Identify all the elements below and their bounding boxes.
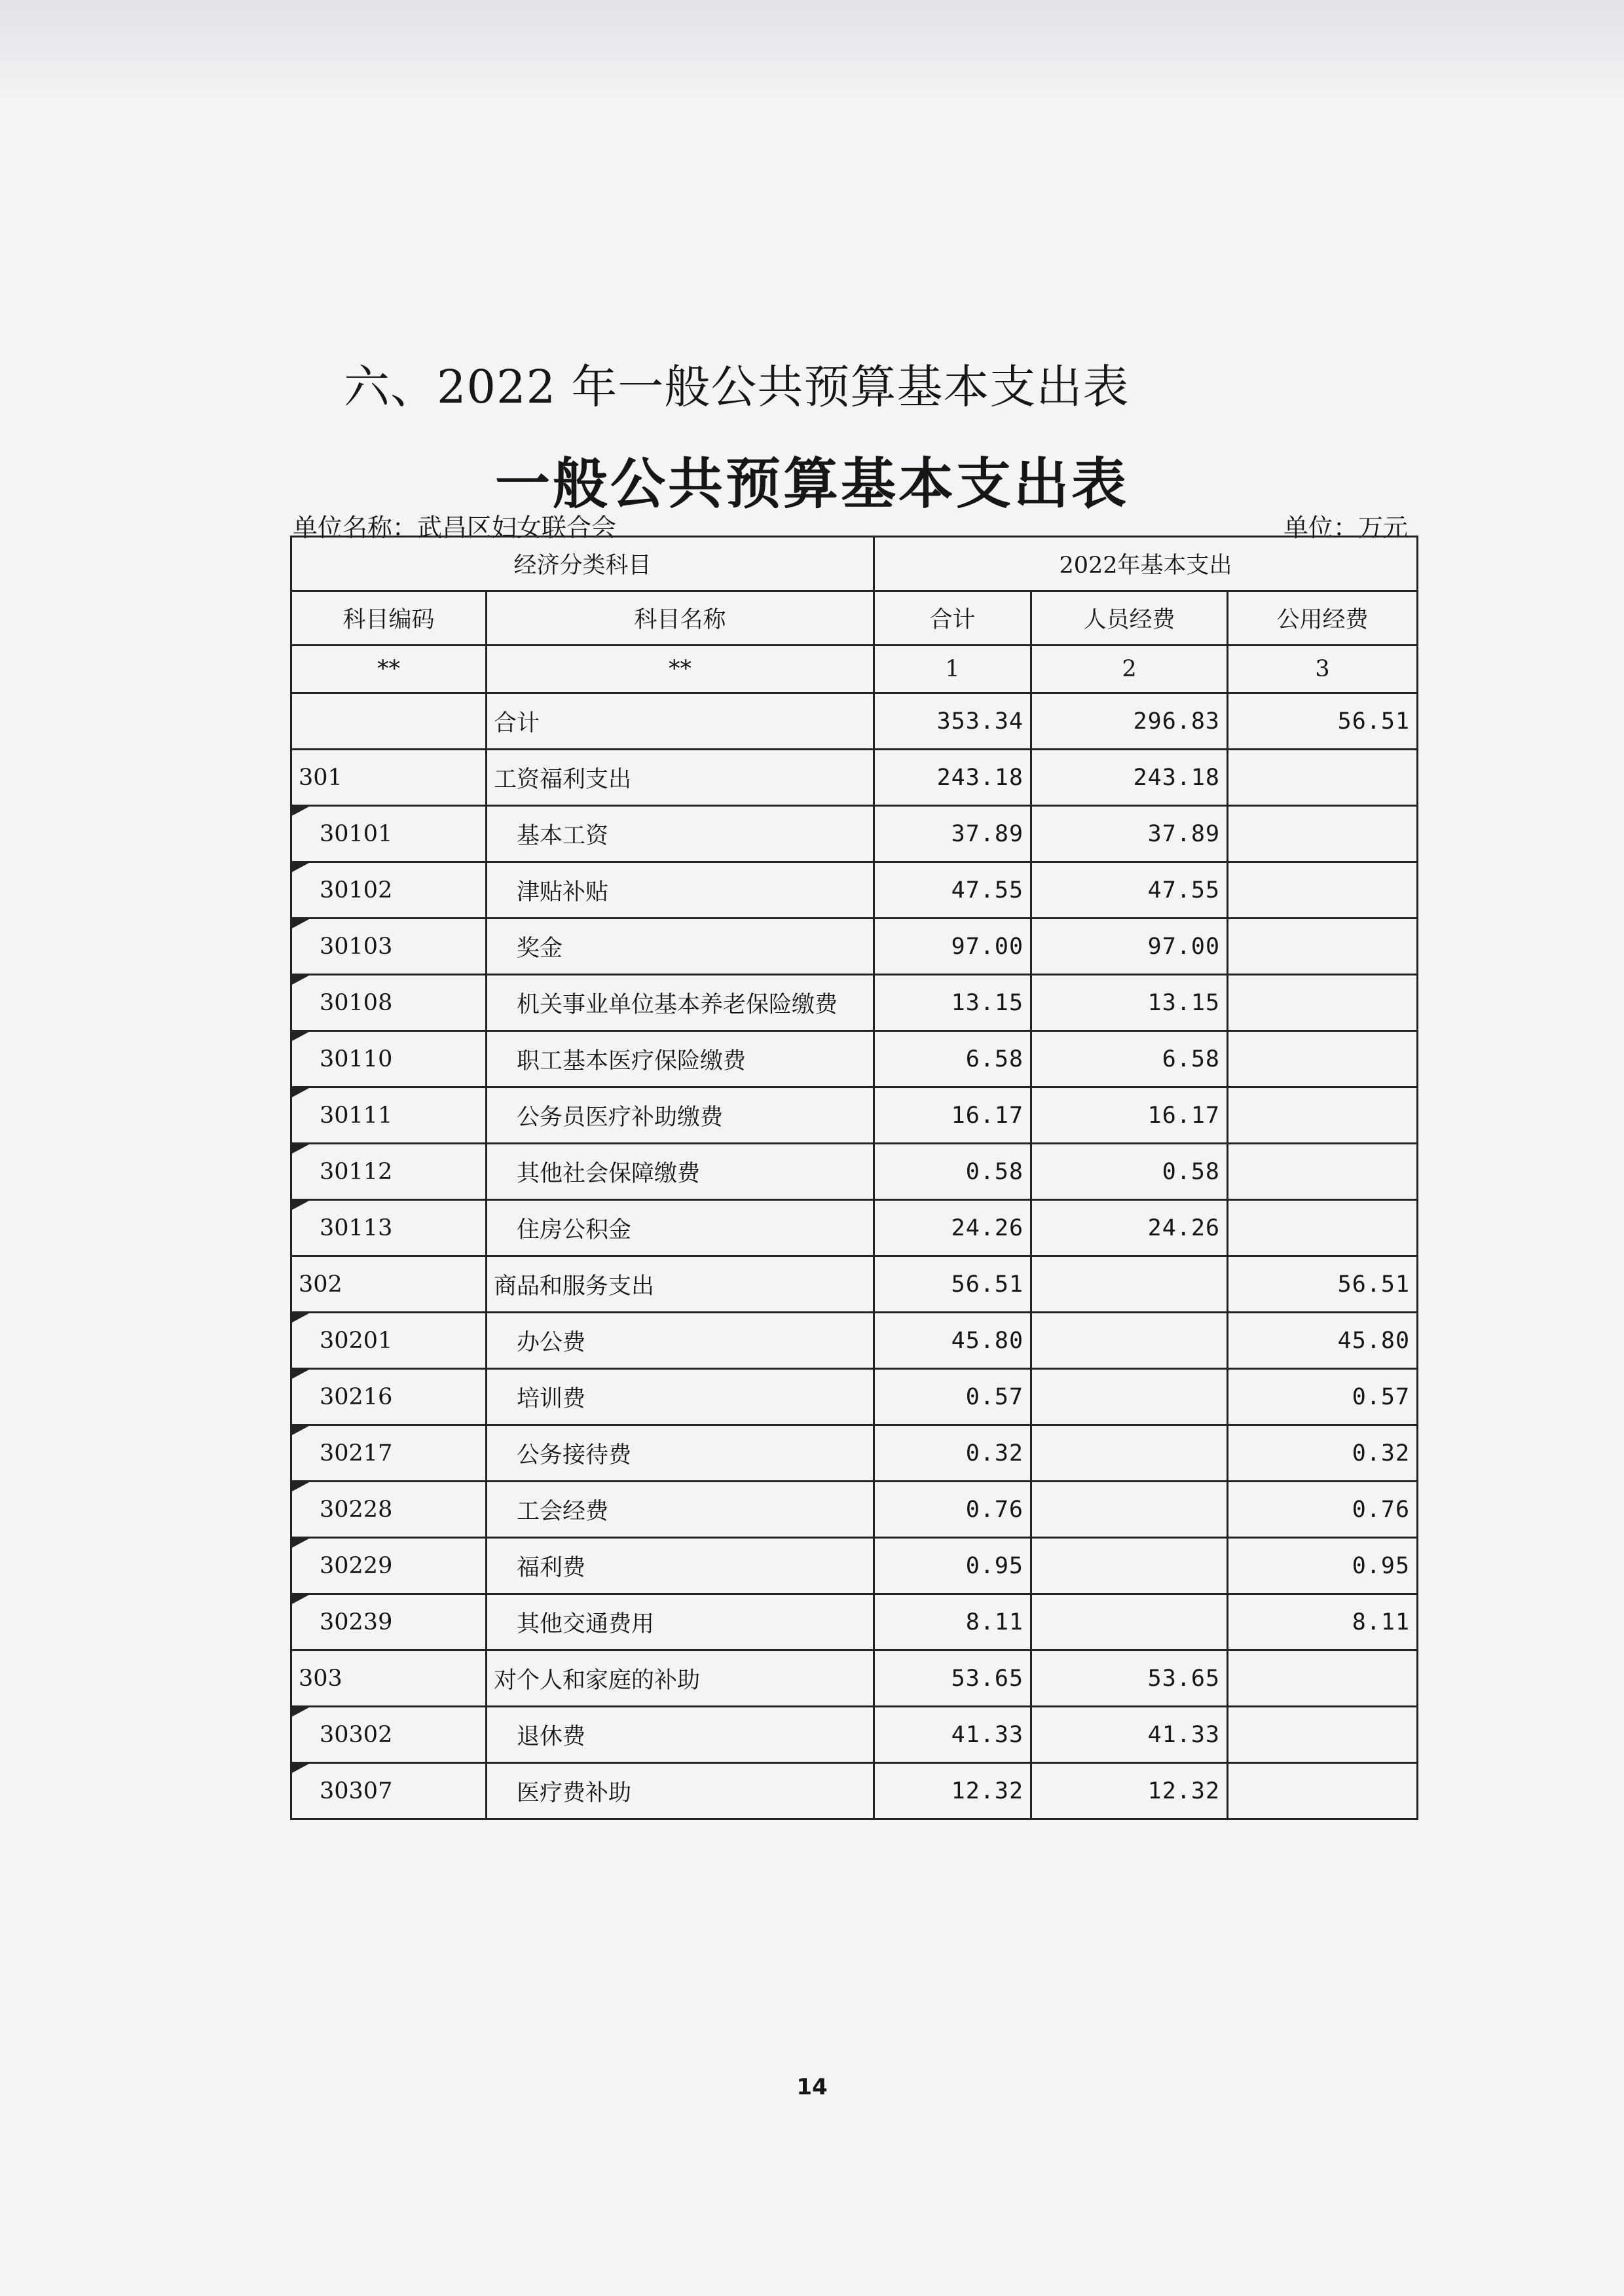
table-row [291, 1031, 1418, 1087]
cell-public [1228, 1650, 1418, 1707]
cell-personnel: 243.18 [1031, 750, 1228, 806]
index-name: ** [487, 646, 874, 693]
cell-public: 0.57 [1228, 1369, 1418, 1425]
cell-total: 24.26 [874, 1200, 1031, 1256]
cell-subject-name: 机关事业单位基本养老保险缴费 [487, 975, 874, 1031]
table-row [291, 1369, 1418, 1425]
cell-personnel: 296.83 [1031, 693, 1228, 750]
table-row [291, 1256, 1418, 1313]
cell-total: 0.95 [874, 1538, 1031, 1594]
cell-public: 56.51 [1228, 693, 1418, 750]
unit-name: 单位名称：武昌区妇女联合会 [293, 513, 617, 542]
cell-personnel: 24.26 [1031, 1200, 1228, 1256]
table-row [291, 862, 1418, 919]
cell-total: 16.17 [874, 1087, 1031, 1144]
cell-total: 243.18 [874, 750, 1031, 806]
cell-total: 53.65 [874, 1650, 1031, 1707]
cell-public: 56.51 [1228, 1256, 1418, 1313]
cell-subject-name: 退休费 [487, 1707, 874, 1763]
cell-subject-name: 工会经费 [487, 1482, 874, 1538]
cell-subject-code: 30112 [291, 1144, 487, 1200]
cell-personnel: 13.15 [1031, 975, 1228, 1031]
cell-subject-name: 公务员医疗补助缴费 [487, 1087, 874, 1144]
cell-subject-name: 对个人和家庭的补助 [487, 1650, 874, 1707]
cell-subject-code: 30239 [291, 1594, 487, 1650]
header-subject-name: 科目名称 [487, 591, 874, 646]
cell-total: 0.57 [874, 1369, 1031, 1425]
cell-personnel: 16.17 [1031, 1087, 1228, 1144]
table-row [291, 1087, 1418, 1144]
cell-public: 8.11 [1228, 1594, 1418, 1650]
cell-personnel [1031, 1425, 1228, 1482]
index-code: ** [291, 646, 487, 693]
table-row [291, 919, 1418, 975]
cell-public: 45.80 [1228, 1313, 1418, 1369]
cell-subject-code: 30229 [291, 1538, 487, 1594]
cell-subject-code: 301 [291, 750, 487, 806]
cell-subject-name: 培训费 [487, 1369, 874, 1425]
cell-subject-code: 30307 [291, 1763, 487, 1819]
cell-subject-code: 30302 [291, 1707, 487, 1763]
cell-public: 0.95 [1228, 1538, 1418, 1594]
header-basic-expenditure: 2022年基本支出 [874, 537, 1418, 591]
cell-subject-name: 住房公积金 [487, 1200, 874, 1256]
cell-personnel [1031, 1482, 1228, 1538]
header-subject-code: 科目编码 [291, 591, 487, 646]
cell-subject-code: 30110 [291, 1031, 487, 1087]
table-title: 一般公共预算基本支出表 [494, 452, 1129, 516]
cell-public [1228, 862, 1418, 919]
table-row [291, 1538, 1418, 1594]
section-heading: 六、2022 年一般公共预算基本支出表 [344, 360, 1130, 414]
cell-subject-name: 合计 [487, 693, 874, 750]
cell-total: 6.58 [874, 1031, 1031, 1087]
table-row [291, 1707, 1418, 1763]
cell-subject-code: 30113 [291, 1200, 487, 1256]
cell-subject-code: 30101 [291, 806, 487, 862]
table-row [291, 1425, 1418, 1482]
table-row [291, 693, 1418, 750]
cell-public [1228, 1087, 1418, 1144]
cell-total: 45.80 [874, 1313, 1031, 1369]
cell-subject-code: 30217 [291, 1425, 487, 1482]
cell-personnel [1031, 1594, 1228, 1650]
table-row [291, 1594, 1418, 1650]
header-total: 合计 [874, 591, 1031, 646]
table-row [291, 1200, 1418, 1256]
cell-subject-code [291, 693, 487, 750]
table-row [291, 750, 1418, 806]
cell-subject-code: 30108 [291, 975, 487, 1031]
cell-total: 47.55 [874, 862, 1031, 919]
cell-subject-code: 30216 [291, 1369, 487, 1425]
cell-public [1228, 919, 1418, 975]
cell-total: 8.11 [874, 1594, 1031, 1650]
header-economic-classification: 经济分类科目 [291, 537, 874, 591]
cell-total: 0.58 [874, 1144, 1031, 1200]
cell-public [1228, 1763, 1418, 1819]
cell-personnel [1031, 1313, 1228, 1369]
cell-subject-name: 办公费 [487, 1313, 874, 1369]
table-row [291, 1313, 1418, 1369]
cell-public [1228, 1200, 1418, 1256]
cell-subject-code: 30111 [291, 1087, 487, 1144]
table-row [291, 1650, 1418, 1707]
cell-subject-name: 其他交通费用 [487, 1594, 874, 1650]
cell-personnel: 53.65 [1031, 1650, 1228, 1707]
cell-subject-code: 30228 [291, 1482, 487, 1538]
cell-subject-code: 30201 [291, 1313, 487, 1369]
cell-total: 41.33 [874, 1707, 1031, 1763]
table-row [291, 1482, 1418, 1538]
table-row [291, 975, 1418, 1031]
cell-public: 0.76 [1228, 1482, 1418, 1538]
cell-subject-name: 津贴补贴 [487, 862, 874, 919]
cell-subject-code: 30102 [291, 862, 487, 919]
index-2: 2 [1031, 646, 1228, 693]
cell-personnel [1031, 1369, 1228, 1425]
unit-label: 单位：万元 [1283, 513, 1408, 542]
cell-total: 0.32 [874, 1425, 1031, 1482]
header-public: 公用经费 [1228, 591, 1418, 646]
cell-subject-code: 302 [291, 1256, 487, 1313]
cell-public [1228, 750, 1418, 806]
cell-public: 0.32 [1228, 1425, 1418, 1482]
cell-public [1228, 975, 1418, 1031]
page-number: 14 [796, 2074, 828, 2100]
cell-personnel [1031, 1256, 1228, 1313]
cell-subject-name: 职工基本医疗保险缴费 [487, 1031, 874, 1087]
cell-subject-name: 基本工资 [487, 806, 874, 862]
cell-subject-name: 公务接待费 [487, 1425, 874, 1482]
cell-personnel: 47.55 [1031, 862, 1228, 919]
scan-shadow [0, 0, 1624, 105]
table-row [291, 1144, 1418, 1200]
table-row [291, 1763, 1418, 1819]
cell-personnel: 41.33 [1031, 1707, 1228, 1763]
cell-personnel: 97.00 [1031, 919, 1228, 975]
cell-subject-name: 其他社会保障缴费 [487, 1144, 874, 1200]
header-personnel: 人员经费 [1031, 591, 1228, 646]
cell-total: 97.00 [874, 919, 1031, 975]
cell-total: 353.34 [874, 693, 1031, 750]
cell-subject-name: 奖金 [487, 919, 874, 975]
cell-subject-name: 商品和服务支出 [487, 1256, 874, 1313]
table-row [291, 806, 1418, 862]
index-1: 1 [874, 646, 1031, 693]
cell-subject-name: 福利费 [487, 1538, 874, 1594]
cell-personnel: 0.58 [1031, 1144, 1228, 1200]
cell-personnel: 37.89 [1031, 806, 1228, 862]
index-3: 3 [1228, 646, 1418, 693]
cell-personnel [1031, 1538, 1228, 1594]
cell-total: 37.89 [874, 806, 1031, 862]
cell-public [1228, 1031, 1418, 1087]
cell-subject-code: 303 [291, 1650, 487, 1707]
cell-subject-name: 工资福利支出 [487, 750, 874, 806]
cell-personnel: 6.58 [1031, 1031, 1228, 1087]
cell-subject-code: 30103 [291, 919, 487, 975]
cell-total: 13.15 [874, 975, 1031, 1031]
cell-total: 0.76 [874, 1482, 1031, 1538]
cell-public [1228, 1144, 1418, 1200]
cell-total: 12.32 [874, 1763, 1031, 1819]
cell-subject-name: 医疗费补助 [487, 1763, 874, 1819]
cell-total: 56.51 [874, 1256, 1031, 1313]
cell-personnel: 12.32 [1031, 1763, 1228, 1819]
cell-public [1228, 1707, 1418, 1763]
cell-public [1228, 806, 1418, 862]
budget-table [290, 536, 1418, 1820]
